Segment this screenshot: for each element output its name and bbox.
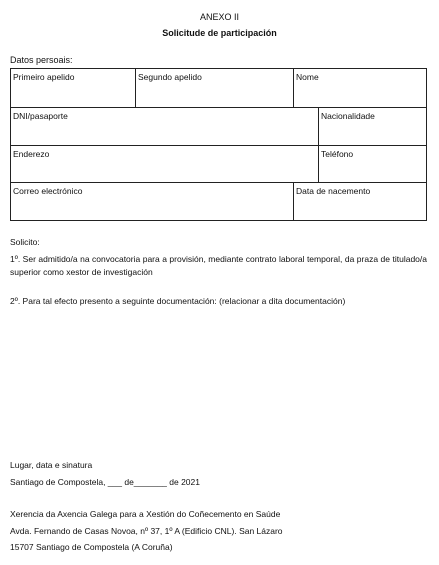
table-row [11,69,426,108]
addressee-line-2: Avda. Fernando de Casas Novoa, nº 37, 1º A (Edificio CNL). San Lázaro [10,526,283,536]
personal-data-label: Datos persoais: [10,55,73,65]
name-label: Nome [296,72,319,82]
address-label: Enderezo [13,149,50,159]
table-row [11,146,426,183]
signature-label: Lugar, data e sinatura [10,460,93,470]
personal-data-table [10,68,427,221]
email-field[interactable] [11,183,294,220]
birth-date-field[interactable] [294,183,426,220]
request-item-1: 1º. Ser admitido/a na convocatoria para a provisión, mediante contrato laboral temporal, da praza de titulado/a superior como xestor de investigación [10,254,427,277]
addressee-line-1: Xerencia da Axencia Galega para a Xestión do Coñecemento en Saúde [10,509,281,519]
form-title: Solicitude de participación [162,28,277,38]
phone-label: Teléfono [321,149,354,159]
id-field[interactable] [11,108,319,145]
first-surname-field[interactable] [11,69,136,107]
address-field[interactable] [11,146,319,182]
annex-label: ANEXO II [199,12,239,22]
phone-field[interactable] [319,146,426,182]
signature-place-date: Santiago de Compostela, ___ de_______ de 2021 [10,477,200,487]
table-row [11,183,426,220]
second-surname-field[interactable] [136,69,294,107]
request-item-2: 2º. Para tal efecto presento a seguinte documentación: (relacionar a dita documentación) [10,296,346,306]
addressee-line-3: 15707 Santiago de Compostela (A Coruña) [10,542,173,552]
second-surname-label: Segundo apelido [138,72,202,82]
first-surname-label: Primeiro apelido [13,72,75,82]
nationality-field[interactable] [319,108,426,145]
email-label: Correo electrónico [13,186,83,196]
id-label: DNI/pasaporte [13,111,68,121]
nationality-label: Nacionalidade [321,111,375,121]
request-label: Solicito: [10,237,40,247]
birth-date-label: Data de nacemento [296,186,371,196]
table-row [11,108,426,146]
name-field[interactable] [294,69,426,107]
